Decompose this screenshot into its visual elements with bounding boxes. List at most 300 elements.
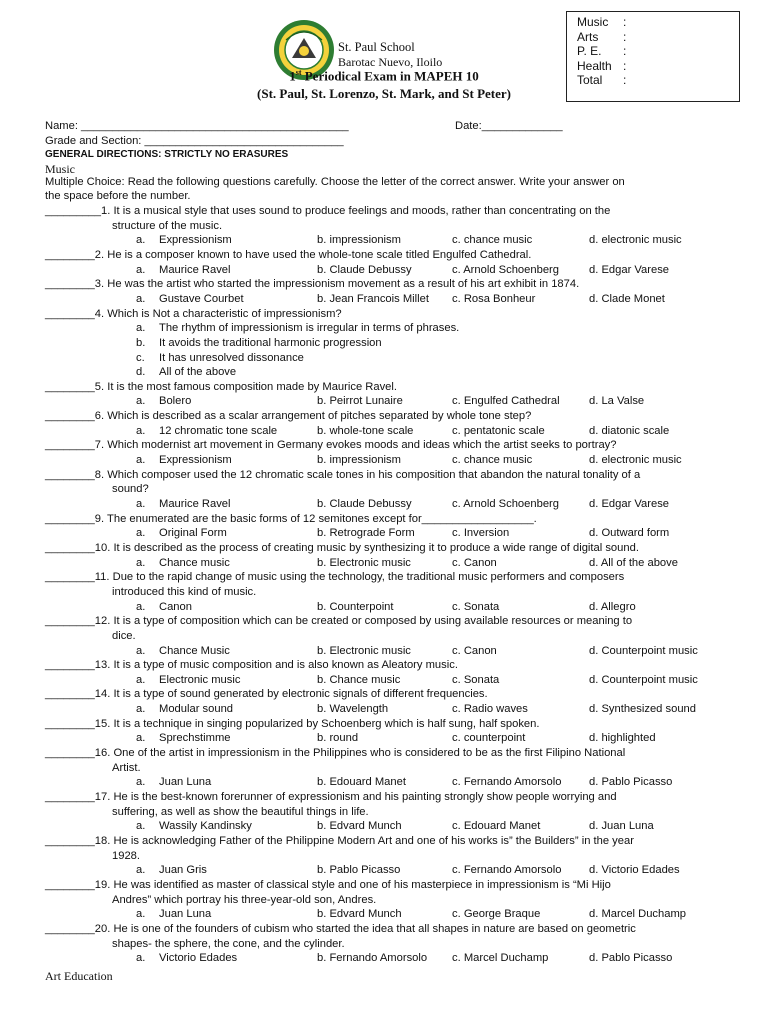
option-text: All of the above [600, 556, 678, 569]
question-number: 16. [94, 747, 111, 760]
option-text: Pablo Picasso [329, 864, 401, 877]
question-text: Which composer used the 12 chromatic scale tones in his composition that abandon the natural tonality of a [107, 468, 641, 481]
answer-option[interactable] [317, 394, 403, 408]
score-label: Arts [577, 29, 599, 44]
question-number: 11. [94, 571, 110, 584]
option-text: Canon [463, 556, 497, 569]
option-letter: b. [317, 234, 327, 247]
answer-option[interactable] [317, 863, 400, 877]
answer-blank[interactable]: ________ [45, 541, 95, 554]
question-item [45, 687, 488, 701]
option-letter: a. [136, 498, 146, 510]
question-text: It is a musical style that uses sound to produce feelings and moods, rather than concentrating on the [113, 205, 611, 217]
option-letter: a. [136, 292, 146, 305]
question-text-continued: introduced this kind of music. [112, 585, 257, 598]
answer-option[interactable] [589, 673, 698, 687]
question-number: 14. [94, 688, 111, 701]
music-heading: Music [45, 162, 75, 176]
option-text: The rhythm of impressionism is irregular in terms of phrases. [159, 322, 460, 335]
question-text-continued: sound? [112, 483, 149, 496]
answer-option[interactable] [589, 424, 669, 438]
answer-blank[interactable]: ________ [45, 659, 95, 672]
option-letter: d. [589, 234, 599, 247]
exam-title: 1st Periodical Exam in MAPEH 10 [289, 68, 479, 84]
option-letter: a. [136, 673, 146, 686]
option-text: Chance Music [159, 644, 230, 657]
name-field[interactable]: Name: ___________________________________________ [45, 120, 349, 132]
option-letter: b. [317, 732, 327, 745]
exam-sections: (St. Paul, St. Lorenzo, St. Mark, and St Peter) [257, 86, 511, 101]
question-item [45, 248, 531, 262]
answer-option[interactable] [317, 673, 400, 687]
option-text: Edgar Varese [601, 263, 670, 276]
answer-blank[interactable]: ________ [45, 278, 95, 291]
option-letter: d. [589, 527, 599, 540]
option-text: Maurice Ravel [159, 498, 231, 510]
answer-blank[interactable]: ________ [45, 878, 95, 891]
question-text: He is the best-known forerunner of expressionism and his painting strongly show people worrying and [113, 791, 617, 803]
answer-option[interactable] [589, 951, 672, 965]
answer-option[interactable] [452, 951, 548, 965]
option-text: Pablo Picasso [601, 952, 673, 965]
option-letter: c. [452, 527, 461, 540]
option-text: Victorio Edades [159, 952, 238, 965]
answer-blank[interactable]: ________ [45, 922, 95, 935]
answer-option[interactable] [136, 644, 230, 658]
question-item [45, 570, 624, 584]
score-row [577, 59, 739, 74]
option-letter: c. [452, 820, 461, 833]
answer-option[interactable] [317, 731, 358, 745]
answer-option[interactable] [589, 233, 682, 247]
answer-option[interactable] [136, 233, 232, 247]
option-text: Wavelength [329, 703, 389, 716]
question-item [45, 438, 617, 452]
option-letter: b. [317, 292, 327, 305]
answer-option[interactable] [136, 556, 230, 570]
answer-option[interactable] [452, 233, 532, 247]
answer-option[interactable] [136, 526, 227, 540]
option-text: highlighted [601, 732, 656, 745]
option-text: Edouard Manet [329, 776, 406, 789]
option-letter: a. [136, 395, 146, 408]
option-text: diatonic scale [601, 424, 670, 437]
option-letter: c. [452, 864, 461, 877]
answer-option[interactable] [589, 263, 669, 277]
answer-blank[interactable]: ________ [45, 571, 95, 584]
question-text: He is acknowledging Father of the Philippine Modern Art and one of his works is” the Builders” in the year [113, 834, 634, 847]
question-item [45, 746, 625, 760]
option-text: counterpoint [463, 732, 526, 745]
answer-option[interactable] [452, 497, 559, 511]
option-text: Rosa Bonheur [463, 292, 536, 305]
answer-option[interactable] [452, 453, 532, 467]
answer-blank[interactable]: ________ [45, 512, 95, 525]
answer-option[interactable] [317, 907, 402, 921]
answer-option[interactable] [136, 951, 237, 965]
option-text: Canon [159, 600, 192, 613]
question-text-continued: shapes- the sphere, the cone, and the cylinder. [112, 937, 345, 950]
option-letter: a. [136, 424, 146, 437]
option-text: Fernando Amorsolo [329, 952, 428, 965]
answer-option[interactable] [589, 556, 678, 570]
answer-option[interactable] [589, 394, 644, 408]
option-letter: a. [136, 908, 146, 921]
option-text: Counterpoint music [601, 673, 698, 686]
option-text: Pablo Picasso [601, 776, 673, 789]
question-item [45, 512, 537, 526]
option-text: Sonata [463, 673, 500, 686]
answer-option[interactable] [452, 644, 497, 658]
answer-option[interactable] [317, 497, 412, 511]
option-text: Peirrot Lunaire [329, 395, 403, 408]
answer-option[interactable] [452, 292, 535, 306]
option-text: Electronic music [159, 673, 241, 686]
option-text: All of the above [159, 366, 237, 379]
option-text: Chance music [329, 673, 401, 686]
answer-option[interactable] [317, 644, 411, 658]
answer-blank[interactable]: ________ [45, 410, 95, 423]
answer-option[interactable] [317, 424, 413, 438]
option-letter: c. [452, 673, 461, 686]
school-name: St. Paul School [338, 40, 415, 54]
option-letter: d. [589, 600, 599, 613]
option-text: 12 chromatic tone scale [159, 424, 278, 437]
question-text: The enumerated are the basic forms of 12 semitones except for__________________. [107, 512, 537, 525]
option-text: Synthesized sound [601, 703, 696, 716]
option-letter: a. [136, 703, 146, 716]
answer-option[interactable] [136, 292, 244, 306]
option-text: Original Form [159, 527, 227, 540]
option-letter: b. [317, 776, 327, 789]
answer-option[interactable] [452, 526, 509, 540]
question-number: 7. [94, 439, 105, 452]
option-letter: d. [589, 952, 599, 965]
question-text: It is a type of music composition and is also known as Aleatory music. [113, 659, 458, 672]
option-text: Fernando Amorsolo [463, 864, 562, 877]
answer-option[interactable] [589, 702, 696, 716]
answer-option[interactable] [136, 702, 233, 716]
option-text: chance music [463, 234, 533, 247]
answer-option[interactable] [136, 453, 232, 467]
option-text: Gustave Courbet [159, 292, 244, 305]
option-letter: b. [317, 395, 327, 408]
score-separator: : [623, 44, 627, 58]
question-item [45, 541, 639, 555]
option-text: La Valse [601, 395, 645, 408]
answer-option[interactable] [136, 497, 231, 511]
question-text: He was the artist who started the impressionism movement as a result of his art exhibit in 1874. [107, 278, 580, 291]
option-text: pentatonic scale [463, 424, 545, 437]
option-letter: a. [136, 776, 146, 789]
option-letter: d. [589, 556, 599, 569]
answer-option[interactable] [589, 292, 665, 306]
option-letter: c. [452, 424, 461, 437]
option-text: impressionism [329, 454, 401, 467]
answer-blank[interactable]: ________ [45, 717, 95, 730]
option-text: Sonata [463, 600, 500, 613]
answer-blank[interactable]: ________ [45, 307, 95, 320]
answer-option[interactable] [589, 775, 672, 789]
answer-option[interactable] [452, 673, 499, 687]
answer-option[interactable] [589, 497, 669, 511]
question-text: It is described as the process of creating music by synthesizing it to produce a wide range of digital sound. [113, 541, 639, 554]
option-text: impressionism [329, 234, 401, 247]
score-separator: : [623, 29, 627, 44]
answer-blank[interactable]: ________ [45, 248, 95, 261]
score-row [577, 30, 739, 45]
option-text: Juan Gris [159, 864, 207, 877]
question-number: 2. [94, 248, 105, 261]
score-row [577, 73, 739, 88]
answer-blank[interactable]: ________ [45, 468, 95, 481]
option-text: Wassily Kandinsky [159, 820, 252, 833]
question-number: 6. [94, 410, 105, 423]
option-letter: c. [452, 498, 461, 510]
option-text: Counterpoint music [601, 644, 698, 657]
option-letter: a. [136, 952, 146, 965]
option-letter: d. [589, 908, 599, 921]
option-text: Canon [463, 644, 497, 657]
question-text: Which is described as a scalar arrangement of pitches separated by whole tone step? [107, 410, 532, 423]
question-number: 3. [94, 278, 105, 291]
answer-option[interactable] [317, 233, 401, 247]
answer-option[interactable] [452, 863, 561, 877]
question-item [45, 658, 458, 672]
question-text: Due to the rapid change of music using the technology, the traditional music performers and composers [112, 571, 625, 584]
option-letter: b. [317, 864, 327, 877]
option-letter: a. [136, 322, 146, 335]
answer-blank[interactable]: ________ [45, 747, 95, 760]
option-text: Counterpoint [329, 600, 394, 613]
option-letter: c. [452, 908, 461, 921]
answer-option[interactable] [136, 673, 240, 687]
question-text-continued: Andres” which portray his three-year-old son, Andres. [112, 893, 377, 906]
answer-option[interactable] [589, 863, 680, 877]
answer-option[interactable] [317, 702, 388, 716]
option-text: Edouard Manet [463, 820, 541, 833]
answer-option[interactable] [589, 644, 698, 658]
option-letter: d. [589, 498, 599, 510]
grade-section-field[interactable]: Grade and Section: ________________________________ [45, 135, 344, 147]
question-item [45, 922, 636, 936]
option-letter: b. [317, 527, 327, 540]
answer-option[interactable] [136, 394, 191, 408]
option-text: Maurice Ravel [159, 263, 231, 276]
option-letter: b. [317, 644, 327, 657]
question-number: 18. [94, 834, 111, 847]
option-letter: b. [317, 703, 327, 716]
instructions-line-1: Multiple Choice: Read the following questions carefully. Choose the letter of the correct answer. Write your answer on [45, 176, 625, 188]
option-text: Sprechstimme [159, 732, 231, 745]
answer-option[interactable] [452, 907, 540, 921]
score-separator: : [623, 15, 627, 29]
option-letter: a. [136, 600, 146, 613]
option-text: Allegro [600, 600, 636, 613]
question-number: 12. [94, 615, 111, 628]
answer-option[interactable] [136, 321, 459, 335]
question-text-continued: suffering, as well as show the beautiful things in life. [112, 805, 369, 818]
option-text: Victorio Edades [601, 864, 680, 877]
option-text: Claude Debussy [329, 498, 412, 510]
question-text: He is one of the founders of cubism who started the idea that all shapes in nature are based on geometric [113, 922, 636, 935]
option-text: whole-tone scale [329, 424, 414, 437]
option-text: Engulfed Cathedral [463, 395, 560, 408]
option-text: electronic music [601, 454, 682, 467]
option-letter: c. [452, 395, 461, 408]
question-number: 19. [94, 878, 111, 891]
answer-blank[interactable]: ________ [45, 791, 95, 803]
answer-option[interactable] [589, 731, 656, 745]
option-text: Chance music [159, 556, 230, 569]
question-number: 1. [101, 205, 111, 217]
question-item [45, 380, 397, 394]
question-item [45, 834, 634, 848]
option-text: Bolero [159, 395, 192, 408]
score-label: Music [577, 15, 609, 29]
option-letter: c. [452, 703, 461, 716]
answer-option[interactable] [136, 263, 231, 277]
question-item [45, 409, 531, 423]
question-number: 9. [94, 512, 105, 525]
answer-option[interactable] [136, 365, 236, 379]
option-text: Marcel Duchamp [463, 952, 549, 965]
option-text: Juan Luna [159, 908, 212, 921]
option-letter: c. [136, 351, 145, 364]
answer-option[interactable] [136, 907, 211, 921]
score-label: Total [577, 73, 603, 87]
art-education-heading: Art Education [45, 969, 113, 983]
option-text: Expressionism [159, 454, 232, 467]
answer-blank[interactable]: _________ [45, 205, 101, 217]
answer-option[interactable] [136, 731, 231, 745]
option-letter: a. [136, 864, 146, 877]
option-letter: d. [589, 292, 599, 305]
option-text: Arnold Schoenberg [463, 263, 559, 276]
option-text: Modular sound [159, 703, 234, 716]
answer-option[interactable] [452, 424, 545, 438]
answer-option[interactable] [452, 263, 559, 277]
option-letter: a. [136, 732, 146, 745]
answer-option[interactable] [452, 819, 540, 833]
answer-option[interactable] [136, 351, 304, 365]
option-text: Juan Luna [601, 820, 654, 833]
question-item [45, 717, 539, 731]
option-letter: b. [317, 263, 327, 276]
answer-option[interactable] [136, 424, 277, 438]
option-text: Edgar Varese [601, 498, 670, 510]
answer-option[interactable] [136, 600, 192, 614]
option-text: Expressionism [159, 234, 232, 247]
question-text-continued: dice. [112, 629, 136, 642]
option-letter: a. [136, 263, 146, 276]
answer-option[interactable] [317, 292, 429, 306]
date-field[interactable]: Date:_____________ [455, 120, 563, 132]
score-separator: : [623, 58, 627, 73]
question-item [45, 878, 611, 892]
option-letter: c. [452, 732, 461, 745]
answer-option[interactable] [317, 819, 402, 833]
option-text: Juan Luna [159, 776, 212, 789]
answer-option[interactable] [317, 453, 401, 467]
answer-option[interactable] [589, 453, 682, 467]
score-row [577, 44, 739, 59]
answer-option[interactable] [317, 600, 394, 614]
answer-option[interactable] [589, 600, 636, 614]
answer-option[interactable] [452, 731, 525, 745]
question-text-continued: 1928. [112, 849, 140, 862]
option-text: Electronic music [329, 644, 411, 657]
option-letter: c. [452, 292, 461, 305]
question-number: 8. [94, 468, 105, 481]
question-text: It is the most famous composition made by Maurice Ravel. [107, 380, 397, 393]
answer-option[interactable] [136, 863, 207, 877]
option-letter: d. [589, 395, 599, 408]
answer-option[interactable] [317, 263, 412, 277]
answer-option[interactable] [589, 819, 654, 833]
answer-option[interactable] [589, 526, 669, 540]
answer-blank[interactable]: ________ [45, 615, 95, 628]
option-letter: b. [317, 454, 327, 467]
question-number: 15. [94, 717, 111, 730]
option-text: Retrograde Form [329, 527, 415, 540]
answer-option[interactable] [136, 819, 252, 833]
answer-blank[interactable]: ________ [45, 439, 95, 452]
option-letter: c. [452, 952, 461, 965]
option-text: Clade Monet [601, 292, 665, 305]
answer-option[interactable] [317, 775, 406, 789]
option-text: chance music [463, 454, 533, 467]
question-item [45, 614, 632, 628]
answer-option[interactable] [136, 336, 382, 350]
option-letter: a. [136, 644, 146, 657]
question-item [45, 307, 342, 321]
option-letter: a. [136, 454, 146, 467]
question-text: Which is Not a characteristic of impressionism? [107, 307, 342, 320]
option-letter: d. [589, 732, 599, 745]
answer-option[interactable] [317, 951, 427, 965]
answer-option[interactable] [452, 556, 497, 570]
option-text: Outward form [601, 527, 670, 540]
question-text: He is a composer known to have used the whole-tone scale titled Engulfed Cathedral. [107, 248, 532, 261]
option-letter: c. [452, 263, 461, 276]
answer-blank[interactable]: ________ [45, 688, 95, 701]
question-number: 5. [94, 380, 105, 393]
option-letter: c. [452, 776, 461, 789]
option-text: Jean Francois Millet [329, 292, 429, 305]
option-text: It avoids the traditional harmonic progression [159, 336, 382, 349]
score-label: P. E. [577, 44, 602, 58]
answer-option[interactable] [452, 600, 499, 614]
question-text-continued: structure of the music. [112, 219, 223, 232]
answer-option[interactable] [452, 775, 561, 789]
option-text: Marcel Duchamp [601, 908, 687, 921]
answer-option[interactable] [452, 702, 528, 716]
option-letter: d. [589, 424, 599, 437]
question-item [45, 277, 579, 291]
answer-option[interactable] [136, 775, 211, 789]
option-letter: d. [589, 864, 599, 877]
answer-blank[interactable]: ________ [45, 380, 95, 393]
answer-blank[interactable]: ________ [45, 834, 95, 847]
answer-option[interactable] [452, 394, 560, 408]
answer-option[interactable] [317, 556, 411, 570]
question-text: It is a type of sound generated by electronic signals of different frequencies. [113, 688, 488, 701]
general-directions: GENERAL DIRECTIONS: STRICTLY NO ERASURES [45, 149, 289, 160]
answer-option[interactable] [589, 907, 686, 921]
option-letter: d. [589, 263, 599, 276]
answer-option[interactable] [317, 526, 415, 540]
